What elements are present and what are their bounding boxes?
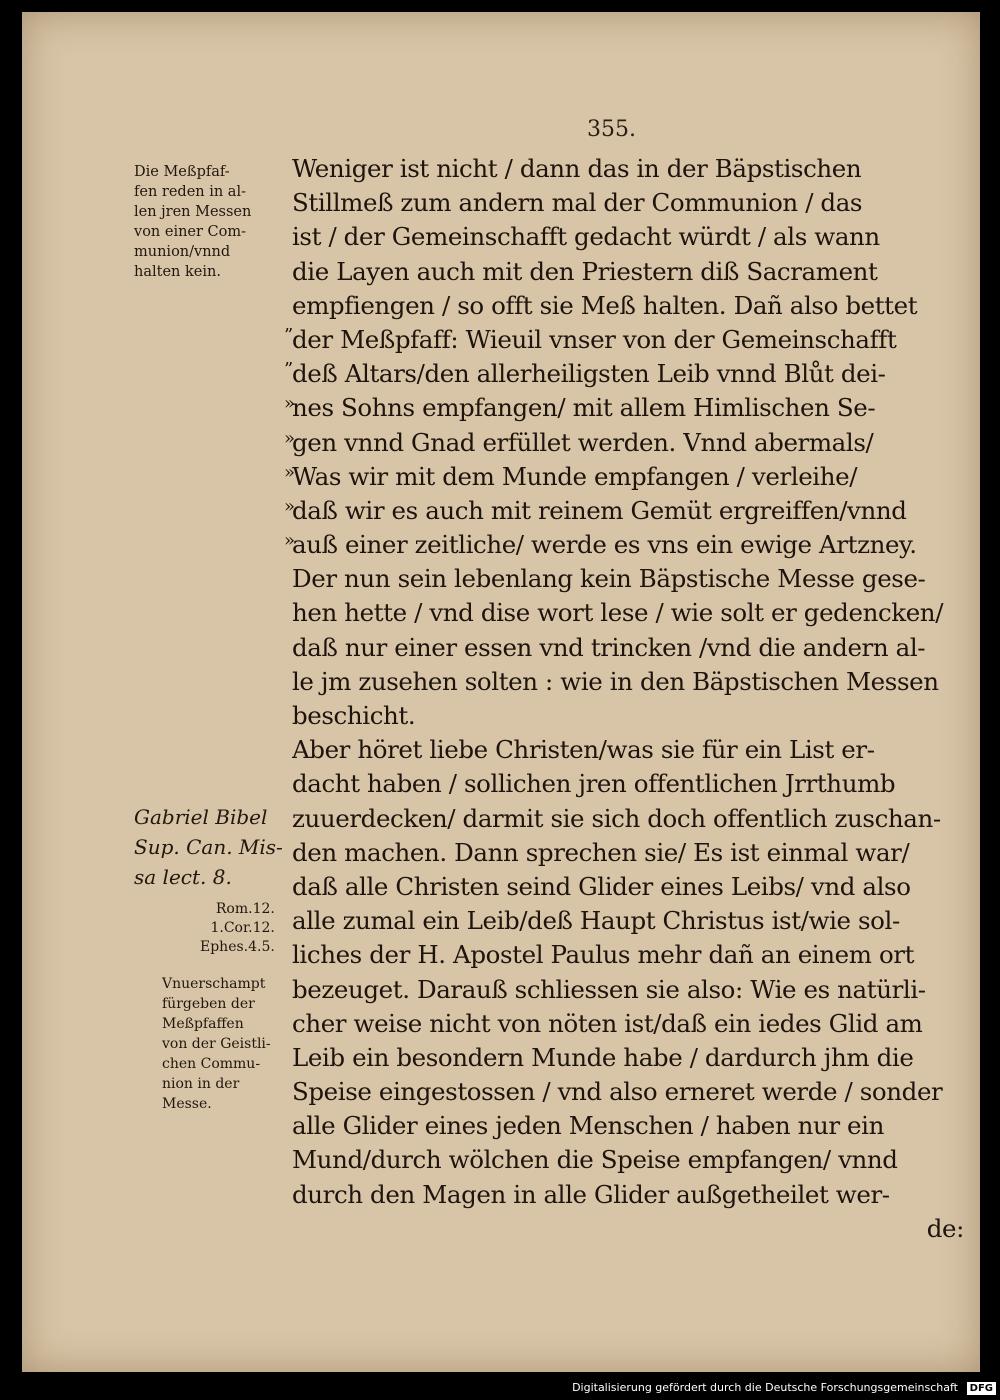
margin-note-unverschampt [162,974,271,1114]
margin-note-line: Die Meßpfaf- [134,164,230,180]
text-line: cher weise nicht von nöten ist/daß ein iedes Glid am [292,1008,923,1038]
text-line: die Layen auch mit den Priestern diß Sacrament [292,256,878,286]
text-line: alle zumal ein Leib/deß Haupt Christus ist/wie sol- [292,906,900,936]
scanned-page [22,12,980,1372]
text-line: den machen. Dann sprechen sie/ Es ist einmal war/ [292,837,910,867]
text-line: zuuerdecken/ darmit sie sich doch offentlich zuschan- [292,803,941,833]
quote-mark: » [284,495,296,517]
text-line: daß wir es auch mit reinem Gemüt ergreiffen/vnnd [292,495,907,525]
quote-mark: ” [284,359,294,381]
text-line: Speise eingestossen / vnd also erneret werde / sonder [292,1077,943,1107]
dfg-logo: DFG [967,1382,996,1395]
text-line: Leib ein besondern Munde habe / dardurch jhm die [292,1042,914,1072]
quote-mark: » [284,427,296,449]
margin-note-line: Rom.12. [215,901,275,917]
footer-bar [0,1372,1000,1400]
margin-note-line: Sup. Can. Mis- [134,835,283,859]
text-line: Aber höret liebe Christen/was sie für ein List er- [292,735,875,765]
text-line: Der nun sein lebenlang kein Bäpstische Messe gese- [292,564,926,594]
margin-note-line: fen reden in al- [134,184,246,200]
text-line: Was wir mit dem Munde empfangen / verleihe/ [292,461,858,491]
text-line: auß einer zeitliche/ werde es vns ein ewige Artzney. [292,530,917,560]
margin-note-line: von der Geistli- [162,1036,271,1052]
margin-note-meßpfaffen [134,162,251,282]
margin-note-line: chen Commu- [162,1056,261,1072]
text-line: Stillmeß zum andern mal der Communion / das [292,188,863,218]
margin-note-line: len jren Messen [134,204,252,220]
text-line: Mund/durch wölchen die Speise empfangen/ vnnd [292,1145,898,1175]
margin-note-line: munion/vnnd [134,244,231,260]
quote-mark: ” [284,325,294,346]
text-line: daß nur einer essen vnd trincken /vnd die andern al- [292,632,926,662]
margin-note-line: Ephes.4.5. [200,939,275,955]
quote-mark: » [284,393,296,415]
page-number: 355. [587,117,636,142]
margin-note-line: nion in der [162,1076,240,1092]
margin-note-line: sa lect. 8. [134,865,232,889]
catchword: de: [926,1213,964,1243]
text-line: beschicht. [292,701,416,730]
text-line: durch den Magen in alle Glider außgetheilet wer- [292,1179,890,1209]
text-line: dacht haben / sollichen jren offentlichen Jrrthumb [292,769,896,799]
margin-note-line: von einer Com- [134,224,247,240]
margin-note-scripture [200,900,275,957]
text-line: daß alle Christen seind Glider eines Leibs/ vnd also [292,871,911,901]
text-line: ist / der Gemeinschafft gedacht würdt / als wann [292,222,880,252]
quote-mark: » [284,530,296,552]
text-line: le jm zusehen solten : wie in den Bäpstischen Messen [292,666,939,696]
text-line: gen vnnd Gnad erfüllet werden. Vnnd abermals/ [292,427,874,457]
text-line: Weniger ist nicht / dann das in der Bäpstischen [292,154,862,183]
margin-note-line: Gabriel Bibel [134,805,268,829]
margin-note-line: Messe. [162,1096,212,1112]
text-line: bezeuget. Darauß schliessen sie also: Wie es natürli- [292,974,926,1004]
margin-note-line: halten kein. [134,264,221,280]
margin-note-citation [134,802,283,892]
text-line: nes Sohns empfangen/ mit allem Himlischen Se- [292,393,876,423]
quote-mark: » [284,461,296,483]
margin-note-line: Vnuerschampt [162,976,266,992]
margin-note-line: Meßpfaffen [162,1016,244,1032]
funding-notice: Digitalisierung gefördert durch die Deutsche Forschungsgemeinschaft [572,1381,958,1394]
main-text-block [292,152,972,1246]
margin-note-line: fürgeben der [162,996,255,1012]
text-line: liches der H. Apostel Paulus mehr dañ an einem ort [292,940,915,970]
text-line: deß Altars/den allerheiligsten Leib vnnd Blůt dei- [292,359,886,389]
margin-note-line: 1.Cor.12. [210,920,275,936]
text-line: hen hette / vnd dise wort lese / wie solt er gedencken/ [292,598,944,628]
text-line: der Meßpfaff: Wieuil vnser von der Gemeinschafft [292,324,897,354]
text-line: empfiengen / so offt sie Meß halten. Dañ also bettet [292,290,918,320]
text-line: alle Glider eines jeden Menschen / haben nur ein [292,1111,884,1141]
